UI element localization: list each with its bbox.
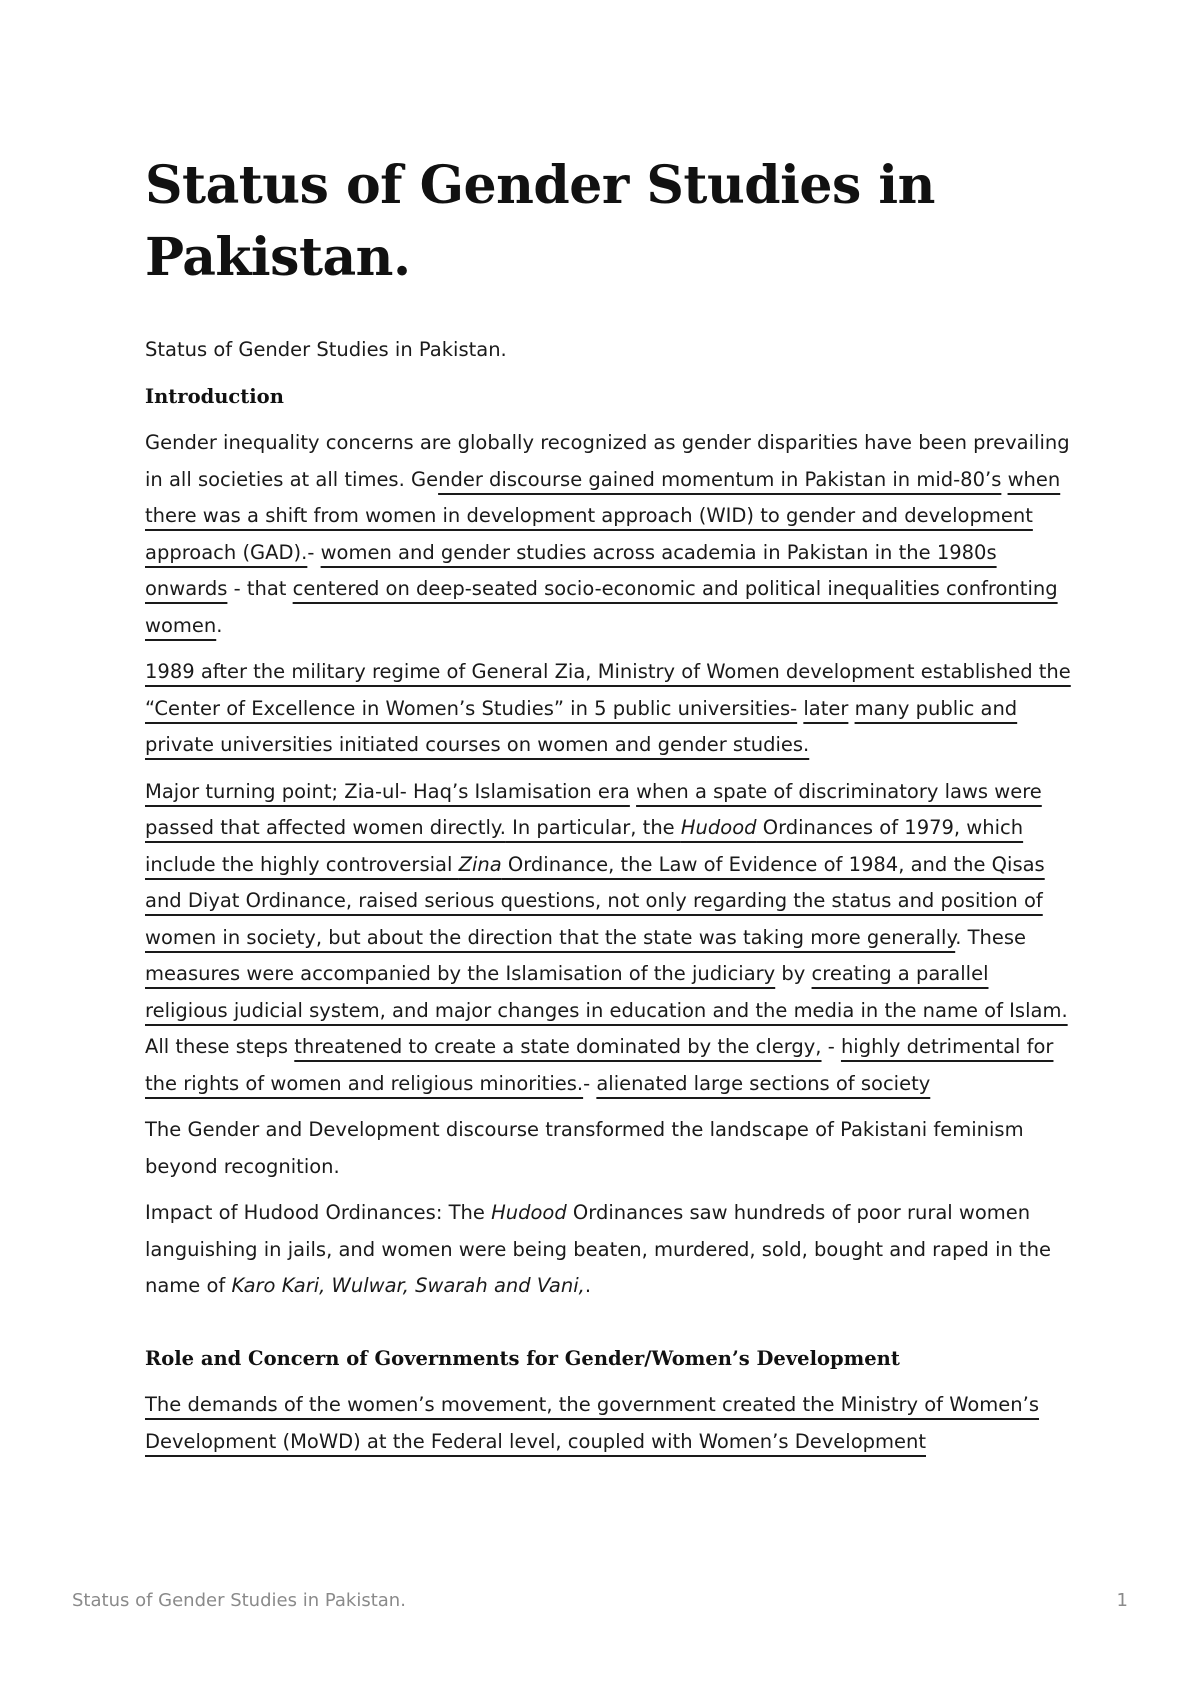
underlined-text: creating a parallel religious judicial system, and major changes in education and the media in the name of Islam. [145, 962, 1068, 1022]
intro-paragraph-5 [145, 1195, 1075, 1305]
underlined-text: alienated large sections of society [596, 1071, 931, 1095]
text-span: - [583, 1071, 597, 1095]
underlined-text: centered on deep-seated socio-economic and political inequalities confronting women [145, 577, 1058, 637]
text-span: . [216, 613, 223, 637]
text-span: by [775, 962, 812, 985]
footer-page-number: 1 [1116, 1590, 1128, 1611]
underlined-text: The demands of the women’s movement, the government created the Ministry of Women’s Development (MoWD) at the Federal level, coupled with Women’s Development [145, 1393, 1040, 1453]
underlined-text: highly detrimental for the rights of women and religious minorities. [145, 1035, 1054, 1095]
underlined-text: when there was a shift from women in development approach (WID) to gender and development approach (GAD). [145, 467, 1061, 564]
underlined-text: later [803, 696, 849, 720]
document-subtitle: Status of Gender Studies in Pakistan. [145, 338, 507, 361]
page-footer [72, 1590, 1128, 1620]
text-span: All these steps [145, 1035, 295, 1058]
document-title: Status of Gender Studies in Pakistan. [145, 155, 935, 288]
underlined-text: Ordinances of 1979, which include the highly controversial [145, 816, 1024, 876]
underlined-text: Zia-ul- Haq’s Islamisation era [338, 779, 630, 803]
underlined-italic-text: Zina [458, 852, 502, 876]
intro-paragraph-3 [145, 774, 1075, 1103]
underlined-text: In particular, the [505, 816, 681, 839]
underlined-text: 1989 after the military regime of General Zia, Ministry of Women development established the “Center of Excellence in Women’s Studies” in 5 public universities- [145, 660, 1071, 720]
text-span: Ordinances saw hundreds of poor rural women languishing in jails, and women were being beaten, murdered, sold, bought and raped in the name of [145, 1201, 1052, 1297]
underlined-text: when a spate of discriminatory laws were passed that affected women directly. [145, 779, 1042, 839]
text-span: - [307, 540, 321, 564]
underlined-italic-text: Hudood [680, 816, 757, 839]
text-span: . [584, 1274, 592, 1297]
underlined-text: threatened to create a state dominated by the clergy, [294, 1035, 822, 1058]
text-span: Gender inequality concerns are globally recognized as gender disparities have been prevailing in all societies at all times. Ge [145, 431, 1070, 491]
document-page [145, 150, 1075, 1470]
underlined-text: women and gender studies across academia in Pakistan in the 1980s onwards [145, 540, 997, 600]
text-span: - [821, 1035, 841, 1058]
underlined-text: nder discourse gained momentum in Pakistan in mid-80’s [438, 467, 1002, 491]
role-heading: Role and Concern of Governments for Gender/Women’s Development [145, 1346, 900, 1370]
text-span: Impact of Hudood Ordinances: The [145, 1201, 492, 1224]
underlined-text: measures were accompanied by the Islamisation of the judiciary [145, 962, 776, 985]
underlined-text: Major turning point; [145, 779, 339, 803]
role-paragraph-1 [145, 1387, 1075, 1460]
underlined-text: many public and private universities initiated courses on women and gender studies. [145, 696, 1018, 756]
text-span: . These [955, 925, 1027, 949]
text-span: - that [227, 577, 293, 600]
intro-paragraph-1 [145, 425, 1075, 644]
introduction-heading: Introduction [145, 384, 284, 408]
italic-text: Karo Kari, Wulwar, Swarah and Vani, [231, 1274, 585, 1297]
footer-document-title: Status of Gender Studies in Pakistan. [72, 1590, 406, 1611]
intro-paragraph-2 [145, 654, 1075, 764]
underlined-text: Ordinance, the Law of Evidence of 1984, and the Qisas and Diyat Ordinance, raised serious questions, not only regarding the status and position of women in society, but about the direction that the state was taking more generally [145, 852, 1045, 949]
intro-paragraph-4: The Gender and Development discourse transformed the landscape of Pakistani feminism beyond recognition. [145, 1118, 1024, 1178]
italic-text: Hudood [491, 1201, 567, 1224]
